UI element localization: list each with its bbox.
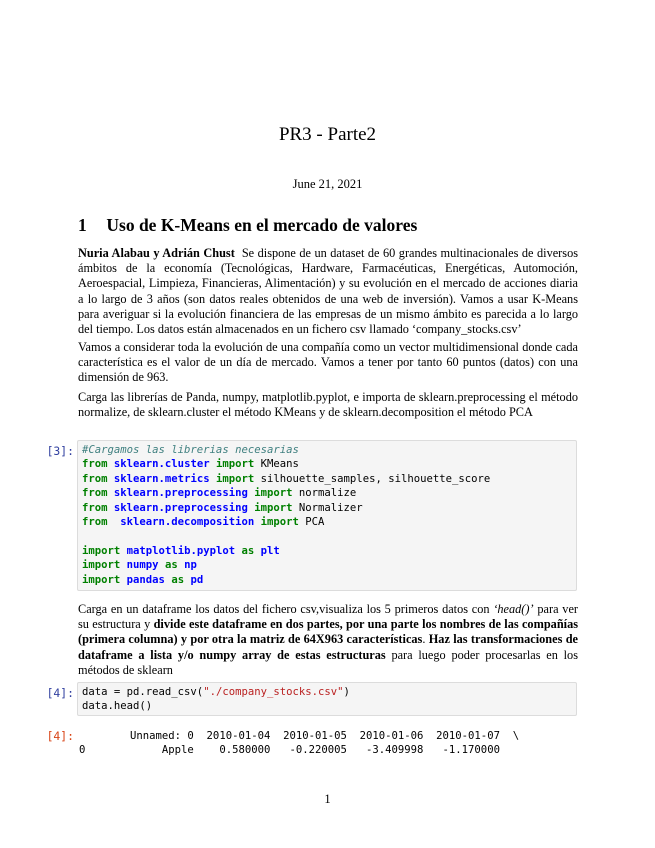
code-line: import numpy as np — [82, 559, 197, 572]
code-line: data = pd.read_csv("./company_stocks.csv") — [82, 686, 350, 698]
output-4-prompt: [4]: — [46, 729, 74, 743]
code-line: import pandas as pd — [82, 573, 204, 586]
code-cell-4[interactable] — [77, 682, 577, 716]
document-title: PR3 - Parte2 — [278, 124, 377, 145]
vector-paragraph: Vamos a considerar toda la evolución de una compañía como un vector multidimensional donde cada característica es el valor de un día de mercado. Vamos a tener por tanto 60 puntos (datos) con una dimensión de 963. — [78, 340, 578, 385]
libraries-paragraph: Carga las librerías de Panda, numpy, matplotlib.pyplot, e importa de sklearn.preprocessing el método normalize, de sklearn.cluster el método KMeans y de sklearn.decomposition el método PCA — [78, 390, 578, 420]
intro-paragraph — [78, 246, 578, 337]
code-line: import matplotlib.pyplot as plt — [82, 544, 280, 557]
code-line: from sklearn.decomposition import PCA — [82, 515, 325, 528]
code-comment: #Cargamos las librerias necesarias — [82, 444, 299, 456]
cell-3-prompt: [3]: — [46, 444, 74, 458]
intro-text: Se dispone de un dataset de 60 grandes multinacionales de diversos ámbitos de la economía (Tecnológicas, Hardware, Farmacéuticas, Energéticas, Automoción, Aeroespacial, Limpieza, Financieras, Alimentación) y su evolución en el mercado de acciones diaria a lo largo de 3 años (son datos reales obtenidos de una web de inversión). Vamos a usar K-Means para averiguar si la evolución financiera de las empresas de un mismo ámbito es parecida a lo largo del tiempo. Los datos están almacenados en un fichero csv llamado ‘company_stocks.csv’ — [78, 246, 578, 337]
output-header-row: Unnamed: 0 2010-01-04 2010-01-05 2010-01-06 2010-01-07 \ — [79, 730, 520, 742]
page-number: 1 — [324, 792, 331, 806]
code-line: from sklearn.preprocessing import Normalizer — [82, 501, 363, 514]
section-number: 1 — [78, 215, 87, 235]
code-blank-line — [82, 529, 572, 543]
authors: Nuria Alabau y Adrián Chust — [78, 246, 235, 260]
code-line: from sklearn.metrics import silhouette_samples, silhouette_score — [82, 472, 491, 485]
document-date: June 21, 2021 — [292, 177, 363, 191]
code-line: from sklearn.preprocessing import normalize — [82, 487, 357, 500]
code-cell-3[interactable] — [77, 440, 577, 591]
code-line: data.head() — [82, 700, 153, 713]
dataframe-paragraph: Carga en un dataframe los datos del fichero csv,visualiza los 5 primeros datos con ‘head()’ para ver su estructura y divide este dataframe en dos partes, por una parte los nombres de las compañías (primera columna) y por otra la matriz de 64X963 características. Haz las transformaciones de dataframe a lista y/o numpy array de estas estructuras para luego poder procesarlas en los métodos de sklearn — [78, 602, 579, 677]
section-title: Uso de K-Means en el mercado de valores — [106, 215, 418, 235]
section-heading — [78, 215, 417, 236]
code-line: from sklearn.cluster import KMeans — [82, 458, 299, 471]
output-data-row: 0 Apple 0.580000 -0.220005 -3.409998 -1.170000 — [79, 744, 500, 756]
cell-4-prompt: [4]: — [46, 686, 74, 700]
